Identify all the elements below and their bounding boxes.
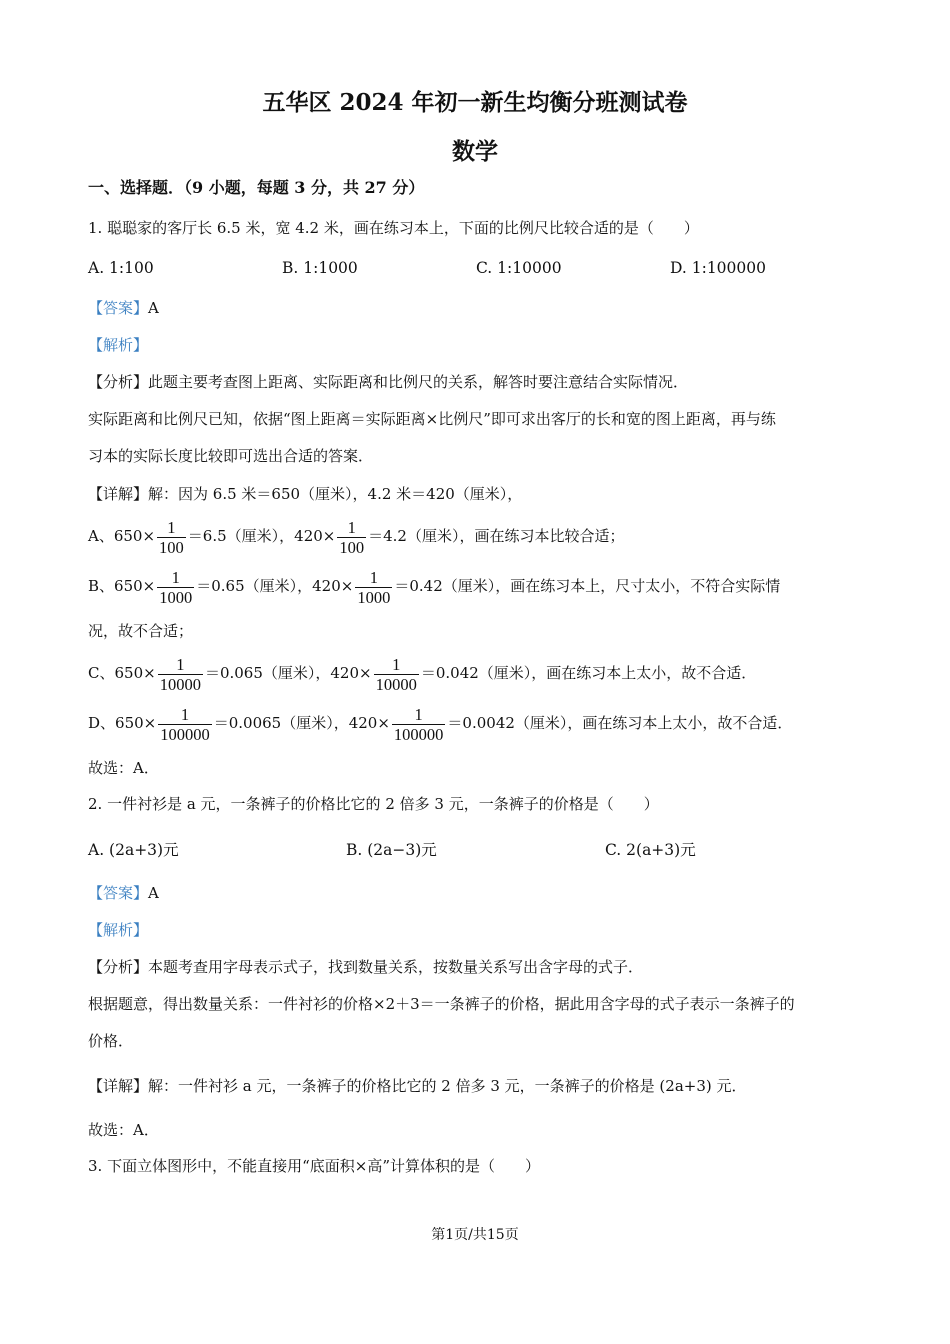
- q2-detail: [88, 1075, 870, 1097]
- fraction: $\frac{1}{100000}$: [160, 704, 210, 744]
- fraction: $\frac{1}{100}$: [159, 517, 184, 557]
- q1-para1: 实际距离和比例尺已知，依据“图上距离＝实际距离×比例尺”即可求出客厅的长和宽的图上距离，再与练: [88, 410, 776, 428]
- fraction: $\frac{1}{1000}$: [357, 567, 391, 607]
- answer-value: A: [148, 884, 159, 902]
- answer-tag: 【答案】: [88, 299, 149, 317]
- q2-stem: 2. 一件衬衫是 a 元，一条裤子的价格比它的 2 倍多 3 元，一条裤子的价格是（ ）: [88, 795, 659, 813]
- fraction: $\frac{1}{100000}$: [393, 704, 444, 744]
- answer-tag: 【答案】: [88, 884, 149, 902]
- subject-title: 数学: [452, 138, 498, 165]
- fenxi-text: 本题考查用字母表示式子，找到数量关系，按数量关系写出含字母的式子．: [148, 958, 644, 976]
- q1-calc-d: [88, 701, 870, 745]
- q1-calc-b-cont: 况，故不合适；: [88, 622, 194, 640]
- calc-mid: ＝0.0065（厘米），420×: [213, 714, 390, 732]
- q1-fenxi: [88, 371, 870, 393]
- q1-option-a: A. 1:100: [88, 259, 154, 277]
- q1-choose: 故选：A．: [88, 759, 159, 777]
- q1-para2: 习本的实际长度比较即可选出合适的答案．: [88, 447, 374, 465]
- q2-option-a: A. (2a+3)元: [88, 841, 179, 859]
- fenxi-text: 此题主要考查图上距离、实际距离和比例尺的关系，解答时要注意结合实际情况．: [148, 373, 689, 391]
- q1-calc-a: [88, 514, 870, 558]
- q1-option-d: D. 1:100000: [670, 259, 766, 277]
- exam-title: 五华区 2024 年初一新生均衡分班测试卷: [262, 89, 688, 116]
- section-heading: 一、选择题．（9 小题，每题 3 分，共 27 分）: [88, 178, 425, 197]
- q1-analysis-tag: [88, 334, 870, 356]
- q1-calc-c: [88, 651, 870, 695]
- calc-mid: ＝6.5（厘米），420×: [187, 527, 336, 545]
- analysis-tag: 【解析】: [88, 921, 149, 939]
- q1-stem: 1. 聪聪家的客厅长 6.5 米，宽 4.2 米，画在练习本上，下面的比例尺比较合适的是（ ）: [88, 219, 699, 237]
- fraction: $\frac{1}{10000}$: [375, 654, 417, 694]
- q1-answer: [88, 297, 870, 319]
- q2-option-b: B. (2a−3)元: [346, 841, 437, 859]
- calc-mid: ＝0.65（厘米），420×: [196, 577, 354, 595]
- calc-prefix: D、650×: [88, 714, 157, 732]
- detail-text: 解：因为 6.5 米＝650（厘米），4.2 米＝420（厘米），: [148, 485, 523, 503]
- q2-option-c: C. 2(a+3)元: [605, 841, 696, 859]
- calc-end: ＝0.42（厘米），画在练习本上，尺寸太小，不符合实际情: [394, 577, 781, 595]
- calc-end: ＝0.042（厘米），画在练习本上太小，故不合适．: [420, 664, 757, 682]
- fenxi-tag: 【分析】: [88, 958, 149, 976]
- page-footer: 第1页/共15页: [431, 1227, 519, 1243]
- answer-value: A: [148, 299, 159, 317]
- calc-prefix: B、650×: [88, 577, 156, 595]
- calc-prefix: A、650×: [88, 527, 156, 545]
- fraction: $\frac{1}{10000}$: [159, 654, 201, 694]
- detail-text: 解：一件衬衫 a 元，一条裤子的价格比它的 2 倍多 3 元，一条裤子的价格是 (2a+3) 元．: [148, 1077, 747, 1095]
- q1-detail: [88, 483, 870, 505]
- calc-mid: ＝0.065（厘米），420×: [204, 664, 372, 682]
- q2-analysis-tag: [88, 919, 870, 941]
- detail-tag: 【详解】: [88, 485, 149, 503]
- q1-option-c: C. 1:10000: [476, 259, 562, 277]
- q1-option-b: B. 1:1000: [282, 259, 358, 277]
- calc-end: ＝4.2（厘米），画在练习本比较合适；: [368, 527, 625, 545]
- analysis-tag: 【解析】: [88, 336, 149, 354]
- q1-calc-b: [88, 564, 870, 608]
- q2-para2: 价格．: [88, 1032, 134, 1050]
- q2-fenxi: [88, 956, 870, 978]
- fraction: $\frac{1}{100}$: [339, 517, 365, 557]
- calc-prefix: C、650×: [88, 664, 156, 682]
- detail-tag: 【详解】: [88, 1077, 149, 1095]
- q2-para1: 根据题意，得出数量关系：一件衬衫的价格×2＋3＝一条裤子的价格，据此用含字母的式子表示一条裤子的: [88, 995, 795, 1013]
- q2-answer: [88, 882, 870, 904]
- calc-end: ＝0.0042（厘米），画在练习本上太小，故不合适．: [447, 714, 793, 732]
- fenxi-tag: 【分析】: [88, 373, 149, 391]
- q3-stem: 3. 下面立体图形中，不能直接用“底面积×高”计算体积的是（ ）: [88, 1157, 540, 1175]
- fraction: $\frac{1}{1000}$: [159, 567, 193, 607]
- q2-choose: 故选：A．: [88, 1121, 159, 1139]
